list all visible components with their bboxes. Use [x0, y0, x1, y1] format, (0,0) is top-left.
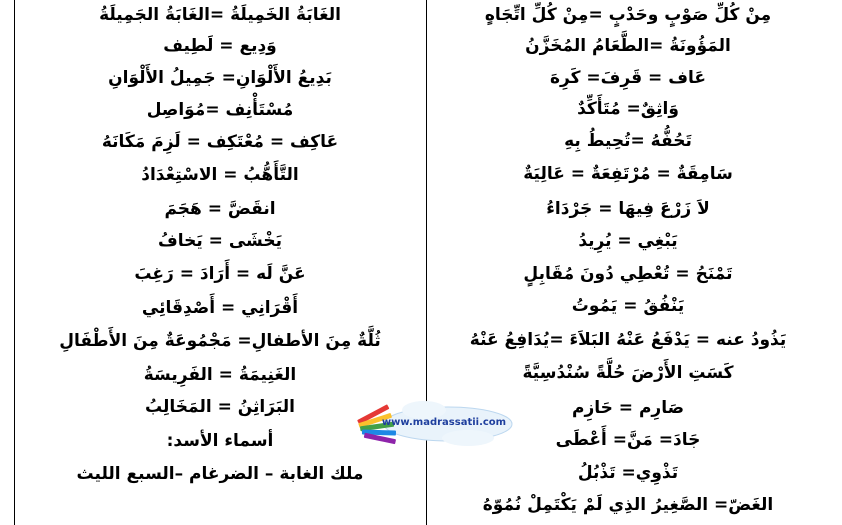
- lion-names-heading: أسماء الأسد:: [166, 431, 274, 451]
- vocab-item: انقَضَّ = هَجَمَ: [164, 199, 276, 219]
- vocab-item: تَحُفُّهُ =تُحِيطُ بِهِ: [564, 131, 692, 151]
- vocab-item: تَمْنَحُ = تُعْطِي دُونَ مُقَابِلٍ: [523, 264, 733, 284]
- vocab-item: الغَنِيمَةُ = الفَرِيسَةُ: [143, 365, 297, 385]
- vocab-item: تَذْوِي= تَذْبُلُ: [577, 463, 679, 483]
- vocab-item: يَنْفُقُ = يَمُوتُ: [571, 296, 685, 316]
- vocab-item: وَاثِقٌ= مُتَأَكِّدٌ: [577, 99, 679, 119]
- vocab-item: عَاكِف = مُعْتَكِف = لَزِمَ مَكَانَهُ: [101, 132, 339, 152]
- vocab-item: يَذُودُ عنه = يَدْفَعُ عَنْهُ البَلاَءَ =يُدَافِعُ عَنْهُ: [469, 330, 787, 350]
- vocab-item: التَّأَهُّبُ = الاسْتِعْدَادُ: [141, 165, 299, 185]
- vocab-item: يَبْغِي = يُرِيدُ: [578, 231, 678, 251]
- vocab-item: أَقْرَانِي = أَصْدِقَائِي: [141, 298, 299, 318]
- vocab-item: عَاف = قَرِفَ= كَرِهَ: [550, 68, 706, 88]
- watermark-url: www.madrassatii.com: [381, 417, 507, 428]
- vocab-item: صَارِم = حَازِم: [571, 398, 685, 418]
- vocab-item: مِنْ كُلِّ صَوْبٍ وحَدْبٍ =مِنْ كُلِّ اتِّجَاهٍ: [484, 5, 772, 25]
- vocab-item: لاَ زَرْعَ فِيهَا = جَرْدَاءُ: [546, 199, 710, 219]
- vocab-item: المَؤُونَةُ =الطَّعَامُ المُخَزَّنُ: [525, 36, 731, 56]
- vocab-item: جَادَ= مَنَّ= أَعْطَى: [555, 430, 701, 450]
- vocab-item: الغَابَةُ الخَمِيلَةُ =الغَابَةُ الجَمِيلَةُ: [99, 5, 341, 25]
- vocab-item: يَخْشَى = يَخافُ: [158, 231, 282, 251]
- left-border-line: [14, 0, 15, 525]
- vocab-item: الغَضّ= الصَّغِيرُ الذِي لَمْ يَكْتَمِلْ نُمُوّهُ: [482, 495, 774, 515]
- lion-names-list: ملك الغابة – الضرغام –السبع الليث: [76, 464, 364, 484]
- madrassatii-watermark: [348, 398, 514, 450]
- vocab-item: البَرَاثِنُ = المَخَالِبُ: [145, 397, 295, 417]
- vocab-item: ثُلَّةٌ مِنَ الأطفالِ= مَجْمُوعَةٌ مِنَ الأَطْفَالِ: [59, 331, 381, 351]
- vocab-item: عَنَّ لَه = أَرَادَ = رَغِبَ: [134, 264, 306, 284]
- vocab-item: كَسَتِ الأَرْضَ حُلَّةً سُنْدُسِيَّةً: [522, 363, 734, 383]
- vocab-item: وَدِيع = لَطِيف: [163, 36, 277, 56]
- vocab-item: مُسْتَأْنِف =مُوَاصِل: [146, 100, 294, 120]
- vocab-item: سَامِقَةٌ = مُرْتَفِعَةٌ = عَالِيَةٌ: [523, 164, 733, 184]
- vocab-item: بَدِيعُ الأَلْوَانِ= جَمِيلُ الأَلْوَانِ: [108, 68, 332, 88]
